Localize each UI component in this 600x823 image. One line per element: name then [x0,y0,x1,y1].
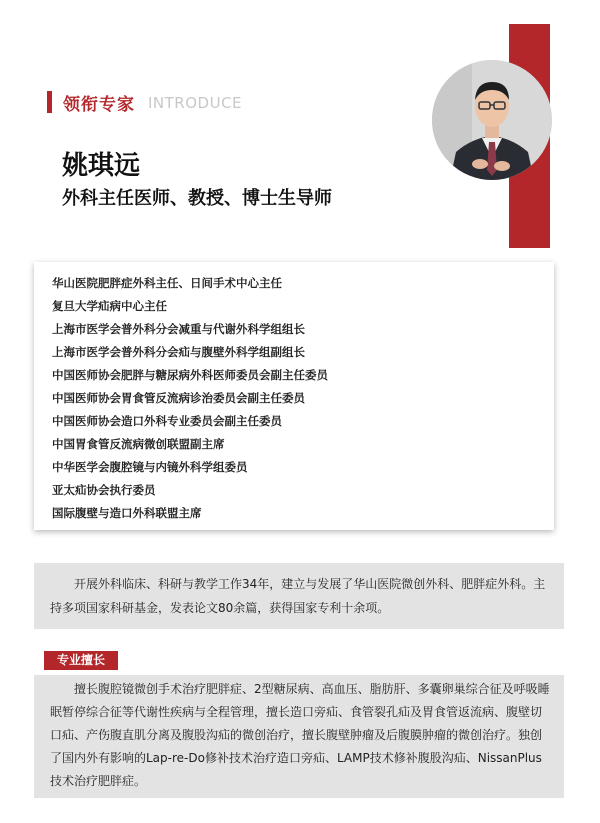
summary-text: 开展外科临床、科研与教学工作34年，建立与发展了华山医院微创外科、肥胖症外科。主持多项国家科研基金，发表论文80余篇，获得国家专利十余项。 [50,577,546,615]
doctor-name: 姚琪远 [62,151,141,181]
list-item: 中华医学会腹腔镜与内镜外科学组委员 [52,460,248,474]
list-item: 复旦大学疝病中心主任 [52,299,167,313]
list-item: 中国医师协会造口外科专业委员会副主任委员 [52,414,282,428]
list-item: 上海市医学会普外科分会疝与腹壁外科学组副组长 [52,345,305,359]
list-item: 亚太疝协会执行委员 [52,483,156,497]
list-item: 中国医师协会胃食管反流病诊治委员会副主任委员 [52,391,305,405]
doctor-title: 外科主任医师、教授、博士生导师 [62,188,332,209]
list-item: 中国医师协会肥胖与糖尿病外科医师委员会副主任委员 [52,368,328,382]
section-marker [47,91,52,113]
section-title: 领衔专家 [63,95,135,115]
list-item: 上海市医学会普外科分会减重与代谢外科学组组长 [52,322,305,336]
positions-card [34,262,554,530]
section-subtitle: INTRODUCE [148,94,243,112]
specialty-label: 专业擅长 [44,651,118,670]
portrait-photo [432,60,552,180]
positions-list [34,262,554,525]
specialty-text: 擅长腹腔镜微创手术治疗肥胖症、2型糖尿病、高血压、脂肪肝、多囊卵巢综合征及呼吸睡眠暂停综合征等代谢性疾病与全程管理，擅长造口旁疝、食管裂孔疝及胃食管返流病、腹壁切口疝、产伤腹直肌分离及腹股沟疝的微创治疗，擅长腹壁肿瘤及后腹膜肿瘤的微创治疗。独创了国内外有影响的Lap-re-Do修补技术治疗造口旁疝、LAMP技术修补腹股沟疝、NissanPlus技术治疗肥胖症。 [50,682,550,788]
list-item: 国际腹壁与造口外科联盟主席 [52,506,202,520]
specialty-box [34,675,564,798]
list-item: 中国胃食管反流病微创联盟副主席 [52,437,225,451]
list-item: 华山医院肥胖症外科主任、日间手术中心主任 [52,276,282,290]
summary-box [34,563,564,629]
